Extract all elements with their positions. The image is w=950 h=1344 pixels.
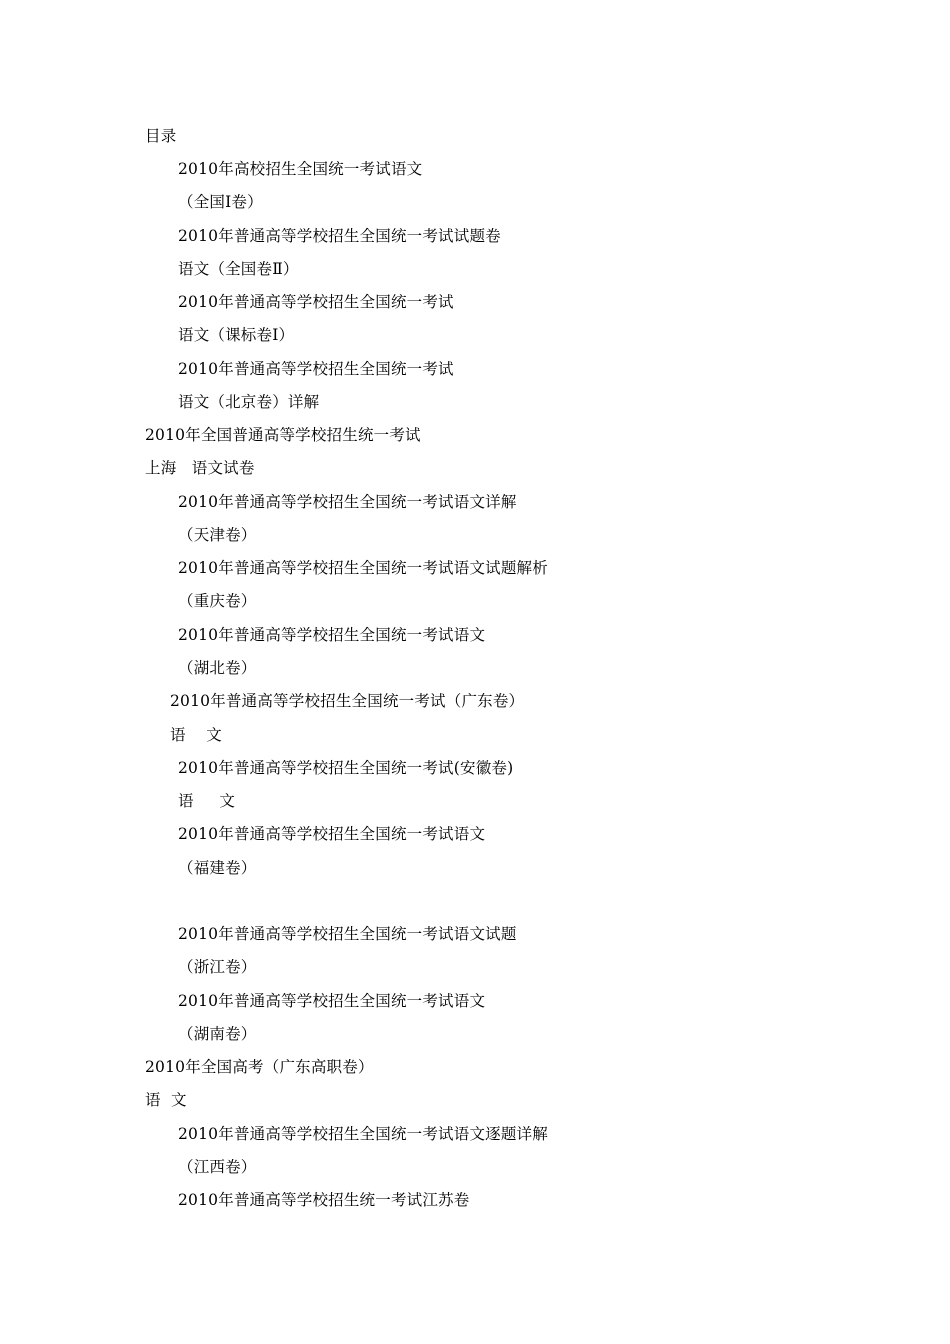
toc-entry: 2010年普通高等学校招生全国统一考试(安徽卷) bbox=[178, 759, 514, 777]
toc-entry: （浙江卷） bbox=[178, 958, 257, 976]
toc-entry: 语文（全国卷Ⅱ） bbox=[178, 260, 299, 278]
toc-entry: （重庆卷） bbox=[178, 592, 257, 610]
toc-entry: 2010年普通高等学校招生全国统一考试语文 bbox=[178, 825, 486, 843]
toc-entry: 2010年全国高考（广东高职卷） bbox=[145, 1058, 374, 1076]
toc-entry: 2010年全国普通高等学校招生统一考试 bbox=[145, 426, 421, 444]
toc-entry: 2010年普通高等学校招生全国统一考试（广东卷） bbox=[170, 692, 525, 710]
toc-entry: 语 文 bbox=[178, 792, 236, 810]
toc-entry: （湖北卷） bbox=[178, 659, 257, 677]
toc-entry: 语文（北京卷）详解 bbox=[178, 393, 320, 411]
toc-entry: 语 文 bbox=[145, 1091, 187, 1109]
toc-entry: 语文（课标卷Ⅰ） bbox=[178, 326, 295, 344]
toc-entry: 上海 语文试卷 bbox=[145, 459, 255, 477]
toc-entry: 2010年普通高等学校招生全国统一考试 bbox=[178, 360, 454, 378]
toc-entry: （天津卷） bbox=[178, 526, 257, 544]
toc-heading: 目录 bbox=[145, 127, 177, 145]
toc-entry: （江西卷） bbox=[178, 1158, 257, 1176]
toc-entry: 2010年普通高等学校招生全国统一考试语文逐题详解 bbox=[178, 1125, 548, 1143]
toc-entry: 2010年普通高等学校招生全国统一考试 bbox=[178, 293, 454, 311]
toc-entry: 2010年普通高等学校招生全国统一考试试题卷 bbox=[178, 227, 501, 245]
toc-entry: 2010年普通高等学校招生统一考试江苏卷 bbox=[178, 1191, 470, 1209]
toc-entry: 2010年普通高等学校招生全国统一考试语文试题解析 bbox=[178, 559, 548, 577]
toc-entry: 2010年普通高等学校招生全国统一考试语文 bbox=[178, 626, 486, 644]
toc-entry: 2010年普通高等学校招生全国统一考试语文试题 bbox=[178, 925, 517, 943]
toc-entry: （福建卷） bbox=[178, 859, 257, 877]
toc-entry: 2010年普通高等学校招生全国统一考试语文 bbox=[178, 992, 486, 1010]
toc-entry: 2010年高校招生全国统一考试语文 bbox=[178, 160, 423, 178]
toc-entry: （全国Ⅰ卷） bbox=[178, 193, 263, 211]
toc-entry: （湖南卷） bbox=[178, 1025, 257, 1043]
toc-entry: 2010年普通高等学校招生全国统一考试语文详解 bbox=[178, 493, 517, 511]
toc-entry: 语 文 bbox=[170, 726, 222, 744]
